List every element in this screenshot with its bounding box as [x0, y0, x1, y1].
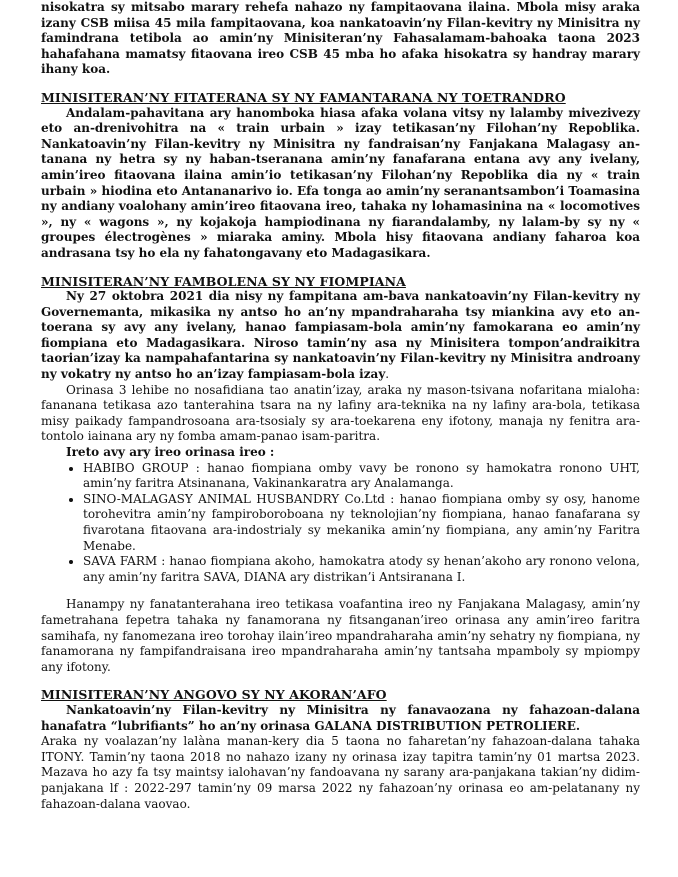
transport-paragraph: Andalam-pahavitana ary hanomboka hiasa afaka volana vitsy ny lalamby mivezivezy eto an-drenivohitra na « train urbain » izay tetikasan’ny Filohan’ny Repoblika. Nankatoavin’ny Filan-kevitry ny Minisitra ny fandraisan’ny Fanjakana Malagasy an-tanana ny hetra sy ny haban-tseranana amin’ny fanafarana entana avy any ivelany, amin’ireo fitaovana ilaina amin’io tetikasan’ny Filohan’ny Repoblika dia ny « train urbain » hiodina eto Antananarivo io. Efa tonga ao amin’ny seranantsambon’i Toamasina ny andiany voalohany amin’ireo fitaovana ireo, tahaka ny lohamasinina na « locomotives », ny « wagons », ny kojakoja hampiodinana ny fiarandalamby, ny lalam-by sy ny « groupes électrogènes » miaraka aminy. Mbola hisy fitaovana andiany faharoa koa andrasana tsy ho ela ny fahatongavany eto Madagasikara. [41, 105, 640, 260]
agriculture-intro-paragraph [41, 289, 640, 383]
list-item: • SINO-MALAGASY ANIMAL HUSBANDRY Co.Ltd : hanao fiompiana omby sy osy, hanome torohevitra amin’ny fampiroboroboana ny teknolojian’ny fiompiana, hanao fanafarana sy fivarotana fitaovana ara-indostrialy sy mekanika amin’ny fiompiana, any amin’ny Faritra Menabe. [83, 492, 640, 554]
agriculture-bold-end: . [385, 367, 390, 382]
list-item: • SAVA FARM : hanao fiompiana akoho, hamokatra atody sy henan’akoho ary ronono velona, any amin’ny faritra SAVA, DIANA ary distrikan’i Antsiranana I. [83, 554, 640, 585]
agriculture-selection-paragraph: Orinasa 3 lehibe no nosafidiana tao anatin’izay, araka ny mason-tsivana nofaritana mialoha: fananana tetikasa azo tanterahina tsara na ny lafiny ara-teknika na ny lafiny ara-bola, tetikasa misy paikady fampandrosoana ara-tsosialy sy ara-toekarena eny ifotony, manaja ny fenitra ara-tontolo iainana ary ny fomba amam-panao isam-paritra. [41, 382, 640, 444]
energy-bold-paragraph: Nankatoavin’ny Filan-kevitry ny Minisitra ny fanavaozana ny fahazoan-dalana hanafatra “lubrifiants” ho an’ny orinasa GALANA DISTRIBUTION PETROLIERE. [41, 702, 640, 733]
list-item: • HABIBO GROUP : hanao fiompiana omby vavy be ronono sy hamokatra ronono UHT, amin’ny faritra Atsinanana, Vakinankaratra ary Analamanga. [83, 461, 640, 492]
section-heading-transport: MINISITERAN’NY FITATERANA SY NY FAMANTARANA NY TOETRANDRO [41, 89, 566, 105]
energy-paragraph: Araka ny voalazan’ny lalàna manan-kery dia 5 taona no faharetan’ny fahazoan-dalana tahaka ITONY. Tamin’ny taona 2018 no nahazo izany ny orinasa izay tapitra tamin’ny 01 martsa 2023. Mazava ho azy fa tsy maintsy ialohavan’ny fandoavana ny sarany ara-panjakana takian’ny didim-panjakana lf : 2022-297 tamin’ny 09 marsa 2022 ny fahazoan’ny orinasa eo am-pelatanany ny fahazoan-dalana vaovao. [41, 734, 640, 811]
agriculture-bold-text: Ny 27 oktobra 2021 dia nisy ny fampitana am-bava nankatoavin’ny Filan-kevitry ny Governemanta, mikasika ny antso ho an’ny mpandraharaha tsy miankina avy eto an-toerana sy avy any ivelany, hanao fampiasam-bola amin’ny famokarana eo amin’ny fiompiana eto Madagasikara. Niroso tamin’ny asa ny Minisitera tompon’andraikitra taorian’izay ka nampahafantarina sy nankatoavin’ny Filan-kevitry ny Minisitra androany ny vokatry ny antso ho an’izay fampiasam-bola izay [41, 289, 640, 382]
section-heading-agriculture: MINISITERAN’NY FAMBOLENA SY NY FIOMPIANA [41, 273, 406, 289]
companies-list [41, 461, 640, 586]
section-heading-energy: MINISITERAN’NY ANGOVO SY NY AKORAN’AFO [41, 687, 387, 703]
agriculture-closing-paragraph: Hanampy ny fanatanterahana ireo tetikasa voafantina ireo ny Fanjakana Malagasy, amin’ny fametrahana fepetra tahaka ny fanamorana ny fitsanganan’ireo orinasa any amin’ireo faritra samihafa, ny fanomezana ireo torohay ilain’ireo mpandraharaha amin’ny sehatry ny fiompiana, ny fanamorana ny fampifandraisana ireo mpandraharaha amin’ny tantsaha mpamboly sy mpiompy any ifotony. [41, 597, 640, 674]
intro-paragraph: nisokatra sy mitsabo marary rehefa nahazo ny fampitaovana ilaina. Mbola misy araka izany CSB miisa 45 mila fampitaovana, koa nankatoavin’ny Filan-kevitry ny Minisitra ny famindrana tetibola ao amin’ny Minisiteran’ny Fahasalamam-bahoaka taona 2023 hahafahana mamatsy fitaovana ireo CSB 45 mba ho afaka hisokatra sy handray marary ihany koa. [41, 0, 640, 77]
companies-list-title: Ireto avy ary ireo orinasa ireo : [66, 445, 275, 460]
